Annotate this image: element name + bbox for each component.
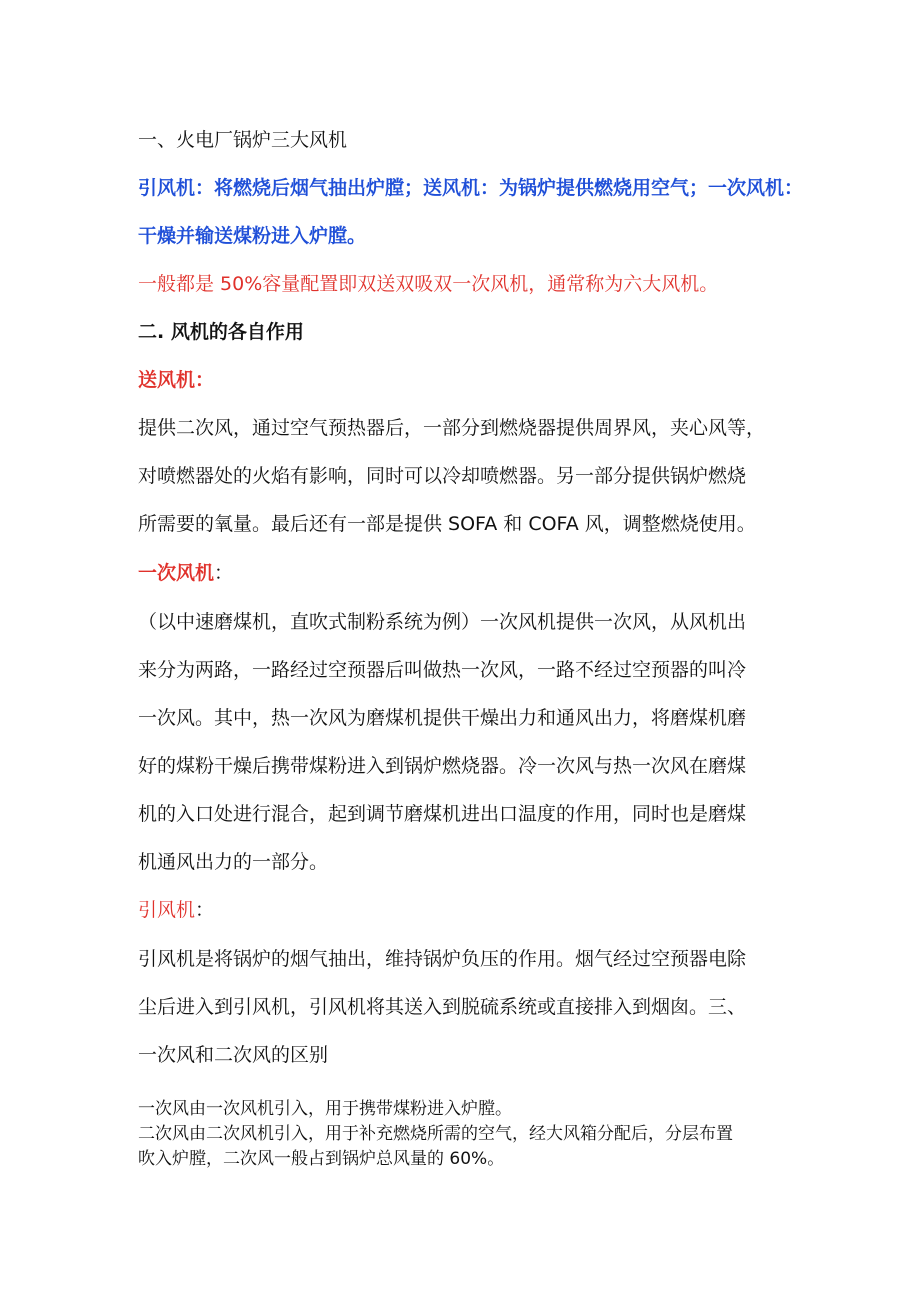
id-fan-label: 引风机 — [138, 899, 196, 921]
pa-fan-text-line: 一次风。其中，热一次风为磨煤机提供干燥出力和通风出力，将磨煤机磨 — [138, 707, 747, 729]
fd-fan-heading — [138, 368, 214, 392]
pa-fan-text-line: 好的煤粉干燥后携带煤粉进入到锅炉燃烧器。冷一次风与热一次风在磨煤 — [138, 755, 747, 777]
section1-heading: 一、火电厂锅炉三大风机 — [138, 129, 348, 151]
capacity-note: 一般都是 50%容量配置即双送双吸双一次风机，通常称为六大风机。 — [138, 273, 719, 295]
fan-summary-line-1: 引风机：将燃烧后烟气抽出炉膛；送风机：为锅炉提供燃烧用空气；一次风机： — [138, 177, 804, 199]
id-fan-text-line: 引风机是将锅炉的烟气抽出，维持锅炉负压的作用。烟气经过空预器电除 — [138, 948, 747, 970]
air-difference-line: 二次风由二次风机引入，用于补充燃烧所需的空气，经大风箱分配后，分层布置 — [138, 1124, 733, 1144]
id-fan-colon: ： — [195, 899, 215, 921]
air-difference-line: 吹入炉膛，二次风一般占到锅炉总风量的 60%。 — [138, 1149, 505, 1169]
fd-fan-label: 送风机 — [138, 369, 196, 391]
pa-fan-heading — [138, 561, 233, 585]
fan-summary-line-2: 干燥并输送煤粉进入炉膛。 — [138, 225, 367, 247]
id-fan-heading — [138, 898, 214, 922]
pa-fan-text-line: 机通风出力的一部分。 — [138, 851, 329, 873]
pa-fan-text-line: （以中速磨煤机，直吹式制粉系统为例）一次风机提供一次风，从风机出 — [138, 611, 747, 633]
section2-heading: 二. 风机的各自作用 — [138, 321, 304, 343]
id-fan-text-line: 一次风和二次风的区别 — [138, 1044, 329, 1066]
fd-fan-text-line: 提供二次风，通过空气预热器后，一部分到燃烧器提供周界风，夹心风等， — [138, 417, 766, 439]
pa-fan-text-line: 来分为两路，一路经过空预器后叫做热一次风，一路不经过空预器的叫冷 — [138, 659, 747, 681]
fd-fan-text-line: 对喷燃器处的火焰有影响，同时可以冷却喷燃器。另一部分提供锅炉燃烧 — [138, 465, 747, 487]
fd-fan-colon: ： — [195, 369, 215, 391]
air-difference-line: 一次风由一次风机引入，用于携带煤粉进入炉膛。 — [138, 1099, 512, 1119]
pa-fan-colon: ： — [214, 562, 234, 584]
fd-fan-text-line: 所需要的氧量。最后还有一部是提供 SOFA 和 COFA 风，调整燃烧使用。 — [138, 513, 756, 535]
id-fan-text-line: 尘后进入到引风机，引风机将其送入到脱硫系统或直接排入到烟囱。三、 — [138, 996, 747, 1018]
pa-fan-text-line: 机的入口处进行混合，起到调节磨煤机进出口温度的作用，同时也是磨煤 — [138, 803, 747, 825]
pa-fan-label: 一次风机 — [138, 562, 215, 584]
